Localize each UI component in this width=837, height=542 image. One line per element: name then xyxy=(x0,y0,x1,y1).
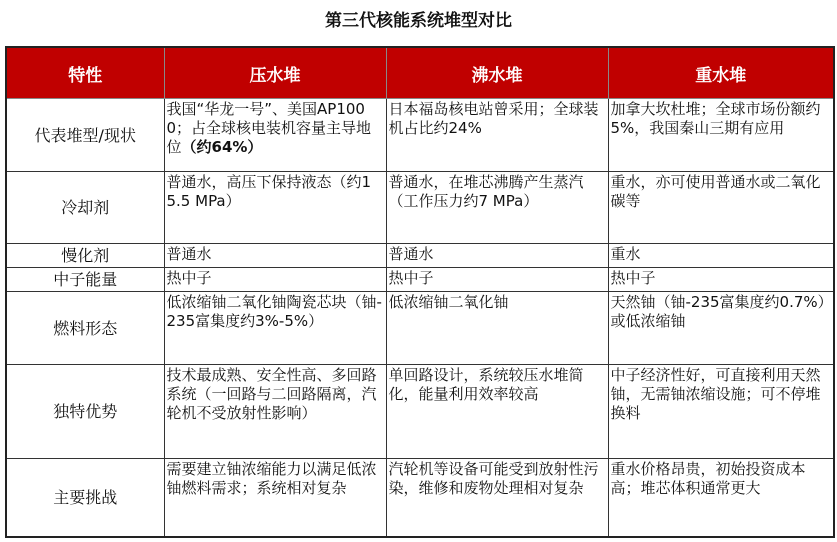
pwr-cell xyxy=(164,99,386,172)
pwr-cell: 技术最成熟、安全性高、多回路系统（一回路与二回路隔离，汽轮机不受放射性影响） xyxy=(164,365,386,459)
table-row xyxy=(6,172,834,244)
table-row xyxy=(6,244,834,268)
bwr-cell: 低浓缩铀二氧化铀 xyxy=(386,292,608,365)
pwr-text: 我国“华龙一号”、美国AP1000；占全球核电装机容量主导地位 xyxy=(166,100,372,156)
bwr-cell: 普通水，在堆芯沸腾产生蒸汽（工作压力约7 MPa） xyxy=(386,172,608,244)
page-title: 第三代核能系统堆型对比 xyxy=(325,11,512,31)
phwr-cell: 重水 xyxy=(608,244,834,268)
feature-cell: 主要挑战 xyxy=(6,459,164,537)
table-row xyxy=(6,459,834,537)
phwr-cell: 重水价格昂贵，初始投资成本高；堆芯体积通常更大 xyxy=(608,459,834,537)
bwr-cell: 普通水 xyxy=(386,244,608,268)
phwr-cell: 加拿大坎杜堆；全球市场份额约5%，我国秦山三期有应用 xyxy=(608,99,834,172)
table-row xyxy=(6,365,834,459)
pwr-cell: 需要建立铀浓缩能力以满足低浓铀燃料需求；系统相对复杂 xyxy=(164,459,386,537)
feature-cell: 独特优势 xyxy=(6,365,164,459)
header-bwr: 沸水堆 xyxy=(386,47,608,99)
table-row xyxy=(6,268,834,292)
bwr-cell: 汽轮机等设备可能受到放射性污染，维修和废物处理相对复杂 xyxy=(386,459,608,537)
comparison-table xyxy=(5,46,835,538)
header-feature: 特性 xyxy=(6,47,164,99)
pwr-cell: 普通水 xyxy=(164,244,386,268)
header-row xyxy=(6,47,834,99)
phwr-cell: 热中子 xyxy=(608,268,834,292)
feature-cell: 燃料形态 xyxy=(6,292,164,365)
feature-cell: 中子能量 xyxy=(6,268,164,292)
phwr-cell: 重水，亦可使用普通水或二氧化碳等 xyxy=(608,172,834,244)
feature-cell: 代表堆型/现状 xyxy=(6,99,164,172)
bwr-cell: 单回路设计，系统较压水堆简化，能量利用效率较高 xyxy=(386,365,608,459)
feature-cell: 慢化剂 xyxy=(6,244,164,268)
feature-cell: 冷却剂 xyxy=(6,172,164,244)
table-row xyxy=(6,292,834,365)
bwr-cell: 热中子 xyxy=(386,268,608,292)
pwr-cell: 热中子 xyxy=(164,268,386,292)
phwr-cell: 天然铀（铀-235富集度约0.7%）或低浓缩铀 xyxy=(608,292,834,365)
header-phwr: 重水堆 xyxy=(608,47,834,99)
pwr-cell: 低浓缩铀二氧化铀陶瓷芯块（铀-235富集度约3%-5%） xyxy=(164,292,386,365)
phwr-cell: 中子经济性好，可直接利用天然铀，无需铀浓缩设施；可不停堆换料 xyxy=(608,365,834,459)
table-row xyxy=(6,99,834,172)
header-pwr: 压水堆 xyxy=(164,47,386,99)
bwr-cell: 日本福岛核电站曾采用；全球装机占比约24% xyxy=(386,99,608,172)
pwr-bold-text: （约64%） xyxy=(181,138,263,156)
pwr-cell: 普通水，高压下保持液态（约15.5 MPa） xyxy=(164,172,386,244)
